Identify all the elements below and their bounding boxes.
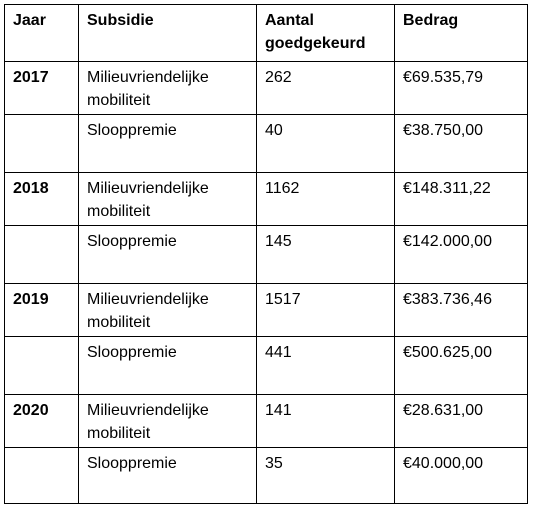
year-cell: 2020 — [5, 395, 79, 448]
subsidy-table — [4, 4, 528, 504]
amount-cell: €383.736,46 — [395, 284, 528, 337]
table-row — [5, 337, 528, 395]
subsidy-cell: Milieuvriendelijke mobiliteit — [79, 173, 257, 226]
table-row — [5, 448, 528, 504]
subsidy-cell: Slooppremie — [79, 226, 257, 284]
subsidy-cell: Slooppremie — [79, 337, 257, 395]
year-cell: 2017 — [5, 62, 79, 115]
amount-cell: €40.000,00 — [395, 448, 528, 504]
subsidy-cell: Milieuvriendelijke mobiliteit — [79, 395, 257, 448]
year-cell: 2019 — [5, 284, 79, 337]
table-row — [5, 395, 528, 448]
table-row — [5, 115, 528, 173]
header-aantal-goedgekeurd: Aantal goedgekeurd — [257, 5, 395, 62]
amount-cell: €500.625,00 — [395, 337, 528, 395]
count-cell: 1517 — [257, 284, 395, 337]
header-jaar: Jaar — [5, 5, 79, 62]
count-cell: 262 — [257, 62, 395, 115]
amount-cell: €69.535,79 — [395, 62, 528, 115]
header-bedrag: Bedrag — [395, 5, 528, 62]
table-header-row — [5, 5, 528, 62]
count-cell: 441 — [257, 337, 395, 395]
subsidy-cell: Slooppremie — [79, 448, 257, 504]
header-subsidie: Subsidie — [79, 5, 257, 62]
year-cell — [5, 448, 79, 504]
subsidy-cell: Milieuvriendelijke mobiliteit — [79, 62, 257, 115]
year-cell — [5, 337, 79, 395]
count-cell: 145 — [257, 226, 395, 284]
table-row — [5, 226, 528, 284]
amount-cell: €28.631,00 — [395, 395, 528, 448]
count-cell: 40 — [257, 115, 395, 173]
count-cell: 1162 — [257, 173, 395, 226]
amount-cell: €142.000,00 — [395, 226, 528, 284]
amount-cell: €148.311,22 — [395, 173, 528, 226]
year-cell — [5, 115, 79, 173]
year-cell: 2018 — [5, 173, 79, 226]
table-row — [5, 173, 528, 226]
count-cell: 35 — [257, 448, 395, 504]
year-cell — [5, 226, 79, 284]
amount-cell: €38.750,00 — [395, 115, 528, 173]
table-row — [5, 62, 528, 115]
table-row — [5, 284, 528, 337]
count-cell: 141 — [257, 395, 395, 448]
subsidy-cell: Milieuvriendelijke mobiliteit — [79, 284, 257, 337]
subsidy-cell: Slooppremie — [79, 115, 257, 173]
